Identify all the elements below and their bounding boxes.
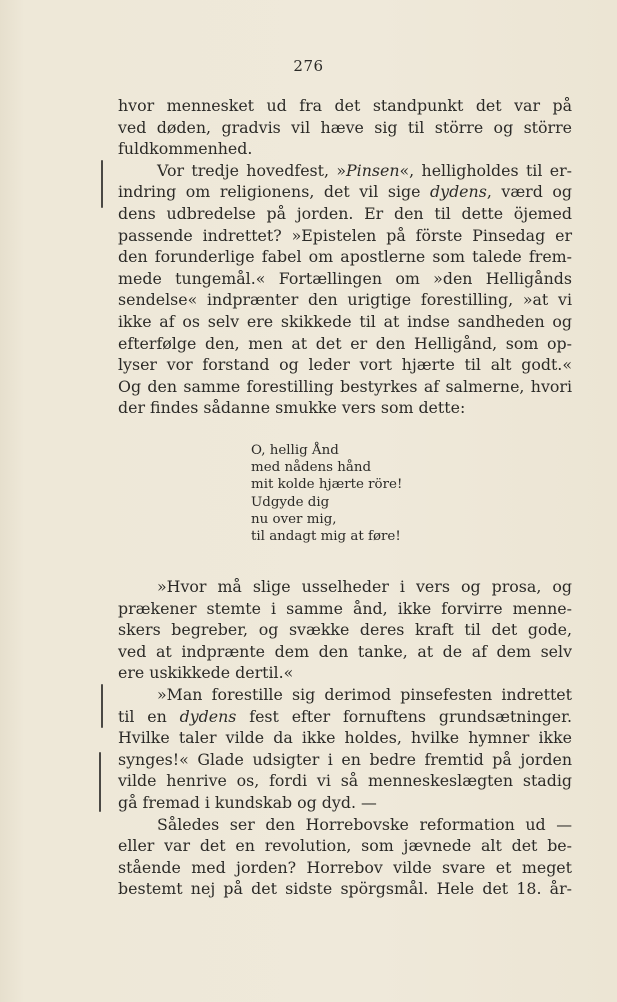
text-line: ved at indprænte dem den tanke, at de af dem selv xyxy=(118,641,572,661)
text-line: passende indrettet? »Epistelen på förste Pinsedag er xyxy=(118,225,572,245)
text-line: sendelse« indprænter den urigtige forestilling, »at vi xyxy=(118,290,572,310)
text-line: den forunderlige fabel om apostlerne som talede frem- xyxy=(118,247,572,267)
hymn-verse xyxy=(251,442,402,545)
text-line: skers begreber, og svække deres kraft til det gode, xyxy=(118,620,572,640)
text-line: til en dydens fest efter fornuftens grundsætninger. xyxy=(118,706,572,726)
verse-line: til andagt mig at føre! xyxy=(251,529,401,545)
text-line: fuldkommenhed. xyxy=(118,139,253,159)
text-line: Og den samme forestilling bestyrkes af salmerne, hvori xyxy=(118,376,572,396)
text-line: Hvilke taler vilde da ikke holdes, hvilke hymner ikke xyxy=(118,728,572,748)
text-line: mede tungemål.« Fortællingen om »den Helligånds xyxy=(118,268,572,288)
text-line: prækener stemte i samme ånd, ikke forvirre menne- xyxy=(118,598,572,618)
margin-pencil-mark xyxy=(101,160,103,208)
verse-line: Udgyde dig xyxy=(251,494,330,510)
text-line: dens udbredelse på jorden. Er den til dette öjemed xyxy=(118,203,572,223)
margin-pencil-mark xyxy=(101,684,103,728)
margin-pencil-mark xyxy=(99,752,101,812)
text-line: ikke af os selv ere skikkede til at indse sandheden og xyxy=(118,311,572,331)
text-line: lyser vor forstand og leder vort hjærte til alt godt.« xyxy=(118,355,572,375)
verse-line: mit kolde hjærte röre! xyxy=(251,477,403,493)
text-line: gå fremad i kundskab og dyd. — xyxy=(118,792,377,812)
text-line: »Man forestille sig derimod pinsefesten indrettet xyxy=(157,684,572,704)
text-line: stående med jorden? Horrebov vilde svare et meget xyxy=(118,857,572,877)
text-block-bottom xyxy=(118,576,572,900)
text-line: efterfølge den, men at det er den Helligånd, som op- xyxy=(118,333,572,353)
text-line: hvor mennesket ud fra det standpunkt det var på xyxy=(118,96,572,115)
text-block-top xyxy=(118,95,572,419)
text-line: Således ser den Horrebovske reformation ud — xyxy=(157,814,572,834)
text-line: eller var det en revolution, som jævnede alt det be- xyxy=(118,836,572,856)
page-number: 276 xyxy=(293,57,324,75)
text-line: indring om religionens, det vil sige dydens, værd og xyxy=(118,182,573,202)
text-line: bestemt nej på det sidste spörgsmål. Hele det 18. år- xyxy=(118,879,572,899)
verse-line: nu over mig, xyxy=(251,511,337,527)
text-line: Vor tredje hovedfest, »Pinsen«, helligholdes til er- xyxy=(157,160,572,180)
text-line: ere uskikkede dertil.« xyxy=(118,663,294,683)
verse-line: med nådens hånd xyxy=(251,460,372,476)
text-line: ved døden, gradvis vil hæve sig til större og större xyxy=(118,117,572,137)
verse-line: O, hellig Ånd xyxy=(251,443,339,458)
text-line: der findes sådanne smukke vers som dette: xyxy=(118,398,466,418)
text-line: vilde henrive os, fordi vi så menneskeslægten stadig xyxy=(118,771,572,791)
text-line: »Hvor må slige usselheder i vers og prosa, og xyxy=(157,577,572,596)
text-line: synges!« Glade udsigter i en bedre fremtid på jorden xyxy=(118,749,572,769)
